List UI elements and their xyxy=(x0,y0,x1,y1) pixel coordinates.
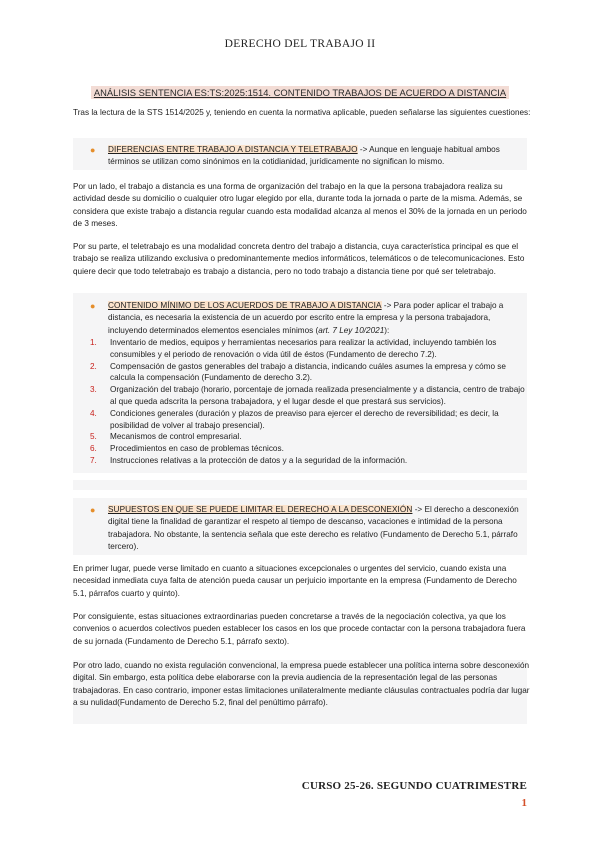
list-text: Procedimientos en caso de problemas técnicos. xyxy=(110,444,284,454)
bullet-text-end: ): xyxy=(384,325,390,335)
bullet-icon: ● xyxy=(90,505,96,515)
bullet-icon: ● xyxy=(90,301,96,311)
bullet-text: -> Aunque en lenguaje habitual ambos términos se utilizan como sinónimos en la cotidianidad, jurídicamente no significan lo mismo. xyxy=(108,145,500,167)
bullet-heading: SUPUESTOS EN QUE SE PUEDE LIMITAR EL DERECHO A LA DESCONEXIÓN xyxy=(108,505,413,514)
list-text: Inventario de medios, equipos y herramientas necesarios para realizar la actividad, incluyendo también los consumibles y el periodo de renovación o vida útil de éstos (Fundamento de derecho 7.2). xyxy=(110,338,497,359)
list-text: Condiciones generales (duración y plazos de preaviso para ejercer el derecho de reversibilidad; es decir, la posibilidad de volver al trabajo presencial). xyxy=(110,408,499,430)
bullet-differences xyxy=(90,144,520,169)
course-footer: CURSO 25-26. SEGUNDO CUATRIMESTRE xyxy=(301,780,527,792)
paragraph-collective-bargaining: Por consiguiente, estas situaciones extraordinarias pueden concretarse a través de la negociación colectiva, ya que los convenios o acuerdos colectivos pueden establecer los casos en los que procede contactar con la persona trabajadora fuera de su jornada (Fundamento de Derecho 5.1, párrafo sexto). xyxy=(73,612,526,646)
list-text: Compensación de gastos generables del trabajo a distancia, indicando cuáles asumes la empresa y cómo se calcula la compensación (Fundamento de derecho 3.2). xyxy=(110,361,506,383)
list-item xyxy=(90,455,526,467)
section-title-text: ANÁLISIS SENTENCIA ES:TS:2025:1514. CONTENIDO TRABAJOS DE ACUERDO A DISTANCIA xyxy=(91,86,509,99)
bullet-body xyxy=(90,300,520,337)
bullet-disconnection xyxy=(90,504,520,554)
paragraph-telework: Por su parte, el teletrabajo es una modalidad concreta dentro del trabajo a distancia, cuya característica principal es que el trabajo se realiza utilizando exclusiva o predominantemente medios informáticos, telemáticos o de telecomunicaciones. Esto quiere decir que todo teletrabajo es trabajo a distancia, pero no todo trabajo a distancia tiene por qué ser teletrabajo. xyxy=(73,242,525,276)
intro-paragraph: Tras la lectura de la STS 1514/2025 y, teniendo en cuenta la normativa aplicable, pueden señalarse las siguientes cuestiones: xyxy=(73,108,531,117)
bullet-icon: ● xyxy=(90,145,96,155)
paragraph-exceptional-situations: En primer lugar, puede verse limitado en cuanto a situaciones excepcionales o urgentes del servicio, cuando exista una necesidad inmediata cuya falta de atención pueda causar un perjuicio importante en la empresa (Fundamento de Derecho 5.1, párrafos cuarto y quinto). xyxy=(73,564,517,598)
bullet-text: -> Para poder aplicar el trabajo a distancia, es necesaria la existencia de un acuerdo por escrito entre la empresa y la persona trabajadora, incluyendo determinados elementos esenciales mínimos ( xyxy=(108,301,504,335)
list-text: Mecanismos de control empresarial. xyxy=(110,432,242,442)
section-title xyxy=(0,83,600,101)
list-number: 4. xyxy=(90,408,97,418)
paragraph-internal-policy: Por otro lado, cuando no exista regulación convencional, la empresa puede establecer una política interna sobre desconexión digital. Sin embargo, esta política debe elaborarse con la previa audiencia de la representación legal de las personas trabajadoras. En caso contrario, imponer estas limitaciones unilateralmente mediante cláusulas contractuales podría dar lugar a su nulidad(Fundamento de Derecho 5.2, final del penúltimo párrafo). xyxy=(73,661,530,708)
list-number: 5. xyxy=(90,432,97,442)
minimum-content-list xyxy=(90,337,526,467)
list-number: 2. xyxy=(90,361,97,371)
law-reference: art. 7 Ley 10/2021 xyxy=(318,325,385,335)
bullet-heading: DIFERENCIAS ENTRE TRABAJO A DISTANCIA Y TELETRABAJO xyxy=(108,145,358,154)
list-item xyxy=(90,408,526,432)
bullet-text: -> El derecho a desconexión digital tiene la finalidad de garantizar el respeto al tiempo de descanso, vacaciones e intimidad de la persona trabajadora. No obstante, la sentencia señala que este derecho es relativo (Fundamento de Derecho 5.1, párrafo tercero). xyxy=(108,505,519,552)
bullet-heading: CONTENIDO MÍNIMO DE LOS ACUERDOS DE TRABAJO A DISTANCIA xyxy=(108,301,382,310)
list-number: 1. xyxy=(90,338,97,347)
page-number: 1 xyxy=(521,797,527,809)
list-item xyxy=(90,443,526,455)
paragraph-distance-work: Por un lado, el trabajo a distancia es una forma de organización del trabajo en la que la persona trabajadora realiza su actividad desde su domicilio o cualquier otro lugar elegido por ella, durante toda la jornada o parte de la misma. Además, se considera que existe trabajo a distancia regular cuando esta modalidad alcanza al menos el 30% de la jornada en un periodo de 3 meses. xyxy=(73,182,527,229)
list-number: 7. xyxy=(90,455,97,465)
document-header: DERECHO DEL TRABAJO II xyxy=(224,38,376,50)
bullet-body xyxy=(90,504,520,554)
list-number: 3. xyxy=(90,385,97,395)
bullet-minimum-content xyxy=(90,300,520,337)
list-text: Organización del trabajo (horario, porcentaje de jornada realizada presencialmente y a distancia, centro de trabajo al que queda adscrita la persona trabajadora, y el lugar desde el que prestará sus servicios). xyxy=(110,385,525,406)
list-item xyxy=(90,361,526,385)
list-number: 6. xyxy=(90,444,97,454)
list-item xyxy=(90,431,526,443)
list-text: Instrucciones relativas a la protección de datos y a la seguridad de la información. xyxy=(110,455,408,465)
list-item xyxy=(90,337,526,361)
bullet-body xyxy=(90,144,520,169)
list-item xyxy=(90,384,526,408)
shade-block-3 xyxy=(73,480,527,490)
